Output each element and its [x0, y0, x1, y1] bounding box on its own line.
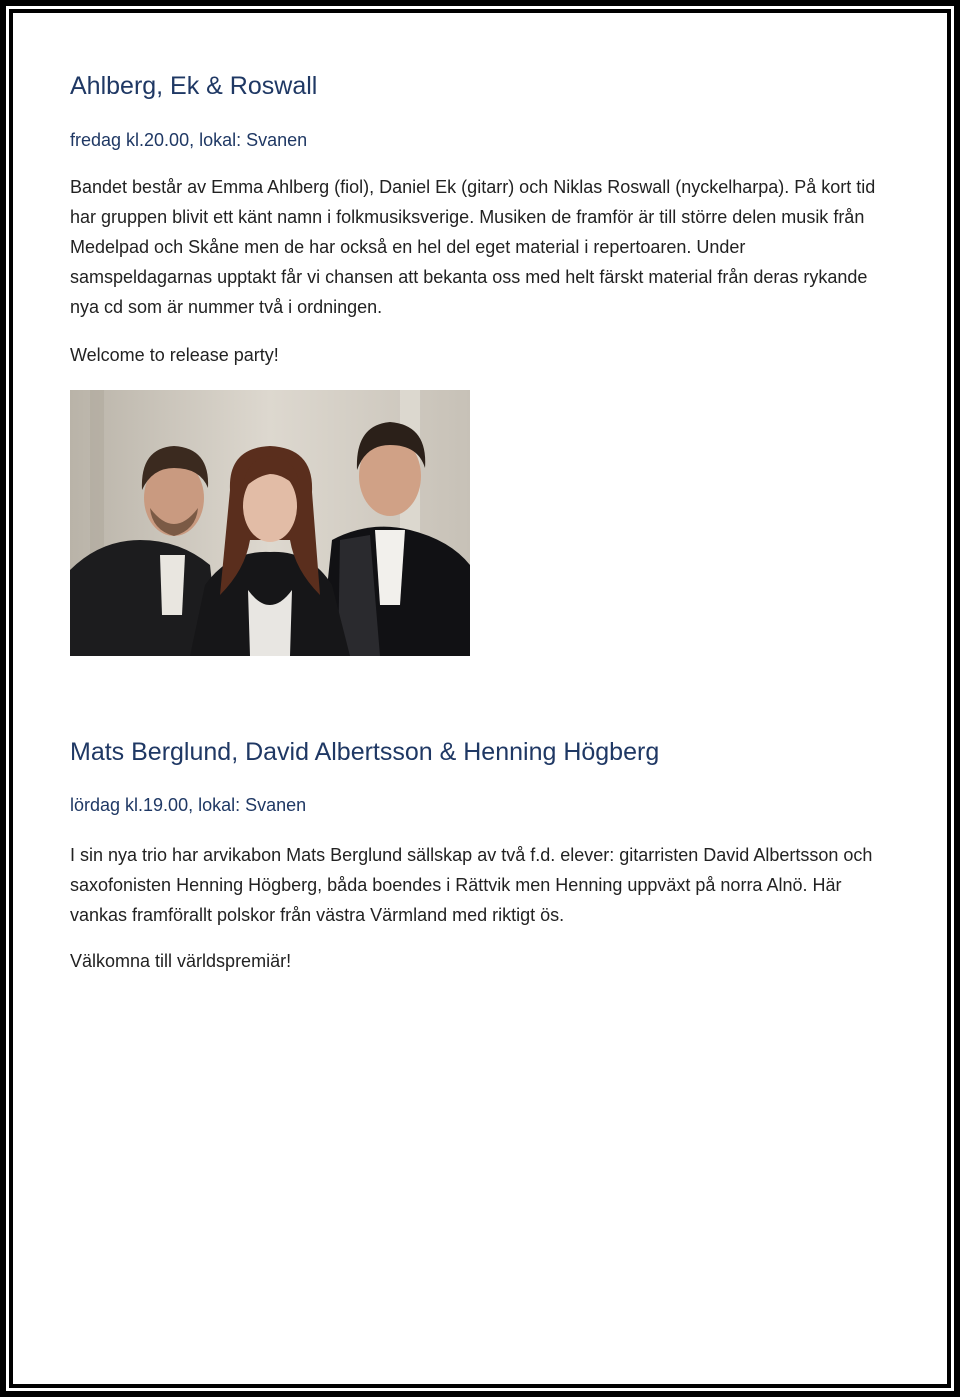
band-photo-illustration — [70, 390, 470, 656]
section-1-schedule: fredag kl.20.00, lokal: Svanen — [70, 130, 308, 150]
section-1-description: Bandet består av Emma Ahlberg (fiol), Daniel Ek (gitarr) och Niklas Roswall (nyckelharpa). På kort tid har gruppen blivit ett känt namn i folkmusiksverige. Musiken de framför är till större delen musik från Medelpad och Skåne men de har också en hel del eget material i repertoaren. Under samspeldagarnas upptakt får vi chansen att bekanta oss med helt färskt material från deras rykande nya cd som är nummer två i ordningen. — [70, 177, 876, 317]
section-2-description: I sin nya trio har arvikabon Mats Berglund sällskap av två f.d. elever: gitarristen David Albertsson och saxofonisten Henning Högberg, båda boendes i Rättvik men Henning uppväxt på norra Alnö. Här vankas framförallt polskor från västra Värmland med riktigt ös. — [70, 845, 873, 925]
section-2-tagline: Välkomna till världspremiär! — [70, 951, 292, 971]
band-photo — [70, 390, 470, 656]
section-2-schedule: lördag kl.19.00, lokal: Svanen — [70, 795, 307, 815]
section-1-tagline: Welcome to release party! — [70, 345, 279, 365]
section-1-title: Ahlberg, Ek & Roswall — [70, 72, 318, 100]
section-2-title: Mats Berglund, David Albertsson & Henning Högberg — [70, 738, 660, 766]
